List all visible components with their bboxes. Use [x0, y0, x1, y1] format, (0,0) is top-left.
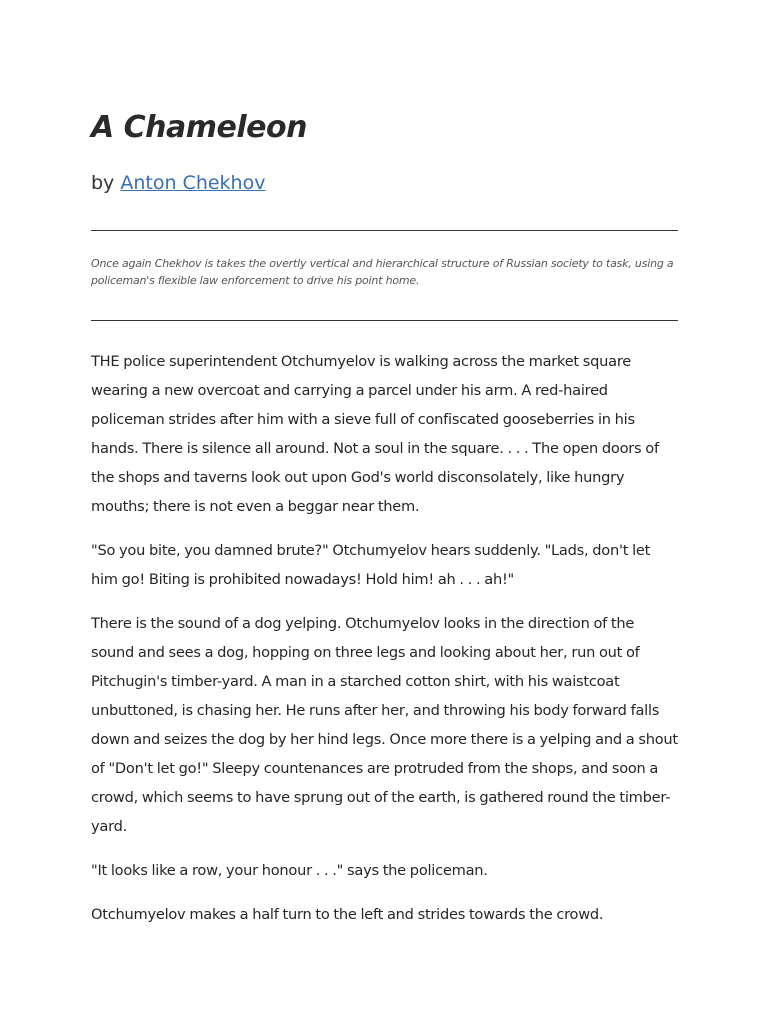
paragraph: Otchumyelov makes a half turn to the left and strides towards the crowd. — [91, 906, 604, 923]
paragraph: There is the sound of a dog yelping. Otchumyelov looks in the direction of the sound and sees a dog, hopping on three legs and looking about her, run out of Pitchugin's timber-yard. A man in a starched cotton shirt, with his waistcoat unbuttoned, is chasing her. He runs after her, and throwing his body forward falls down and seizes the dog by her hind legs. Once more there is a yelping and a shout of "Don't let go!" Sleepy countenances are protruded from the shops, and soon a crowd, which seems to have sprung out of the earth, is gathered round the timber-yard. — [91, 615, 678, 835]
paragraph: "So you bite, you damned brute?" Otchumyelov hears suddenly. "Lads, don't let him go! Biting is prohibited nowadays! Hold him! ah . . . ah!" — [91, 542, 651, 588]
paragraph: THE police superintendent Otchumyelov is walking across the market square wearing a new overcoat and carrying a parcel under his arm. A red-haired policeman strides after him with a sieve full of confiscated gooseberries in his hands. There is silence all around. Not a soul in the square. . . . The open doors of the shops and taverns look out upon God's world disconsolately, like hungry mouths; there is not even a beggar near them. — [91, 353, 659, 515]
byline — [91, 172, 265, 194]
story-synopsis: Once again Chekhov is takes the overtly vertical and hierarchical structure of Russian society to task, using a policeman's flexible law enforcement to drive his point home. — [91, 257, 674, 287]
bottom-divider — [91, 320, 678, 321]
paragraph: "It looks like a row, your honour . . ." says the policeman. — [91, 862, 488, 879]
author-link[interactable]: Anton Chekhov — [120, 172, 266, 194]
story-body — [91, 347, 679, 944]
byline-prefix: by — [91, 172, 121, 194]
story-title: A Chameleon — [91, 110, 307, 145]
top-divider — [91, 230, 678, 231]
